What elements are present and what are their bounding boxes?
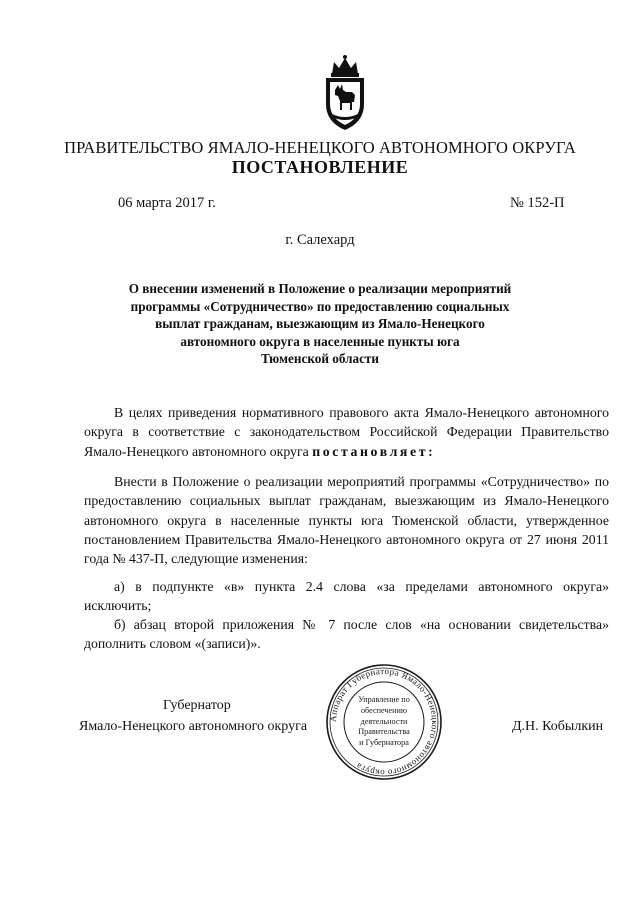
stamp-center-text <box>353 695 415 749</box>
body-paragraph-item-b: б) абзац второй приложения № 7 после слов «на основании свидетельства» дополнить словом «(записи)». <box>84 617 609 652</box>
preamble-text: В целях приведения нормативного правового акта Ямало-Ненецкого автономного округа в соответствие с законодательством Российской Федерации Правительство Ямало-Ненецкого автономного округа <box>84 405 609 459</box>
body-paragraph-amendment: Внести в Положение о реализации мероприятий программы «Сотрудничество» по предоставлению социальных выплат гражданам, выезжающим из Ямало-Ненецкого автономного округа в населенные пункты юга Тюменской области, утвержденное постановлением Правительства Ямало-Ненецкого автономного округа от 27 июня 2011 года № 437-П, следующие изменения: <box>84 474 609 567</box>
subject-line: выплат гражданам, выезжающим из Ямало-Ненецкого <box>155 316 485 331</box>
body-paragraph-item-a: а) в подпункте «в» пункта 2.4 слова «за пределами автономного округа» исключить; <box>84 579 609 614</box>
subject-line: О внесении изменений в Положение о реализации мероприятий <box>128 281 512 296</box>
stamp-ring-text: Аппарат Губернатора Ямало-Ненецкого автономного округа <box>327 665 441 779</box>
stamp-line: Управление по <box>358 695 410 704</box>
document-subject <box>110 280 530 368</box>
yanao-coat-of-arms-icon <box>318 54 372 134</box>
document-city: г. Салехард <box>285 232 355 248</box>
signatory-title: Губернатор <box>163 698 231 713</box>
document-number: № 152-П <box>510 195 565 211</box>
resolve-keyword: постановляет: <box>312 443 436 459</box>
subject-line: автономного округа в населенные пункты юга <box>180 333 460 349</box>
body-paragraph-preamble <box>84 403 609 461</box>
document-date: 06 марта 2017 г. <box>118 195 216 211</box>
organization-title: ПРАВИТЕЛЬСТВО ЯМАЛО-НЕНЕЦКОГО АВТОНОМНОГО ОКРУГА <box>64 138 576 157</box>
signatory-subtitle: Ямало-Ненецкого автономного округа <box>79 719 308 734</box>
subject-line: Тюменской области <box>260 351 380 366</box>
stamp-line: деятельности <box>360 716 408 726</box>
subject-line: программы «Сотрудничество» по предоставлению социальных <box>130 298 510 314</box>
stamp-line: Правительства <box>358 727 410 737</box>
stamp-line: обеспечению <box>360 705 408 715</box>
stamp-line: и Губернатора <box>359 738 409 748</box>
document-type: ПОСТАНОВЛЕНИЕ <box>231 157 409 177</box>
signatory-name: Д.Н. Кобылкин <box>512 719 604 734</box>
